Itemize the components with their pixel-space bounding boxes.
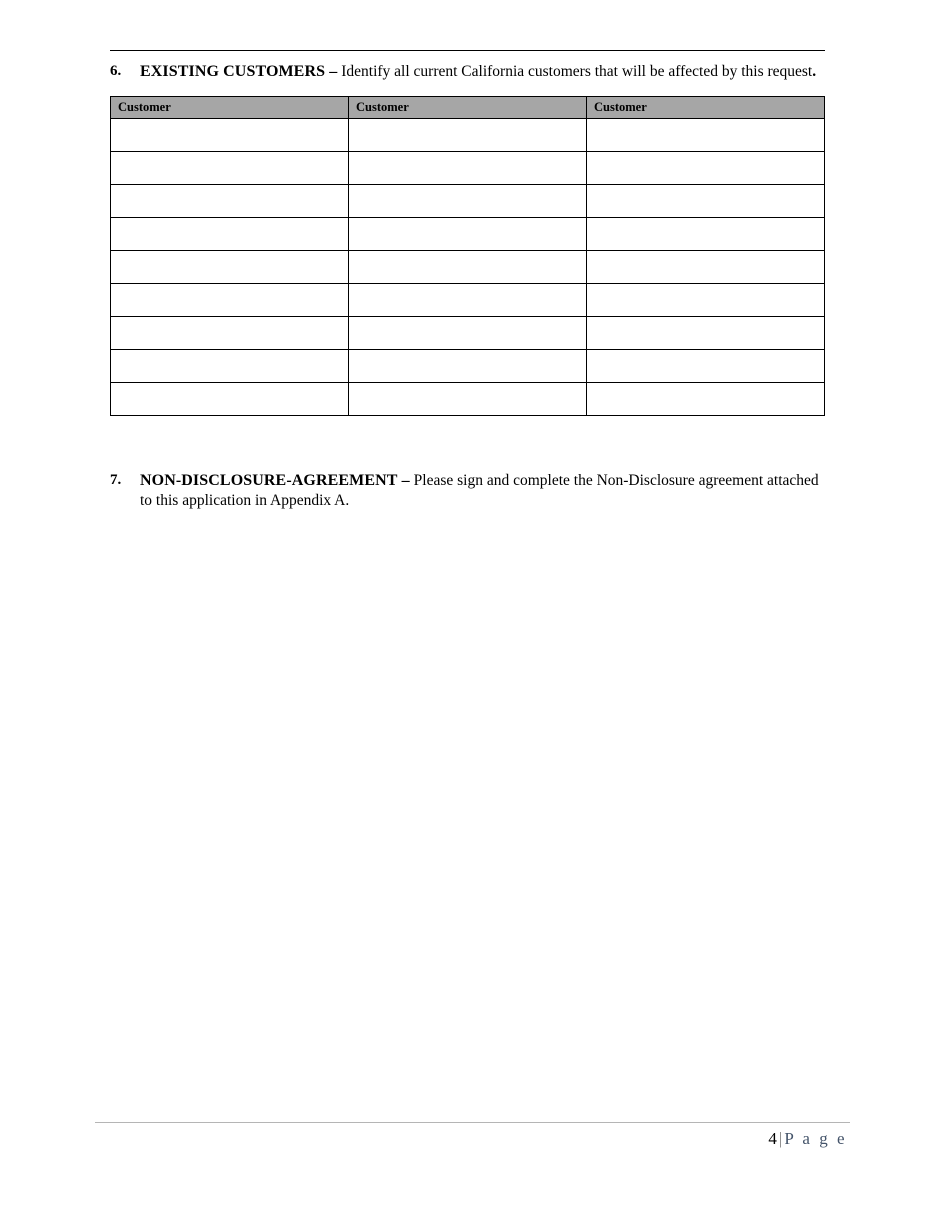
table-row <box>111 251 825 284</box>
footer-page-number: 4 <box>768 1129 777 1148</box>
table-row <box>111 152 825 185</box>
table-cell[interactable] <box>111 251 349 284</box>
document-content <box>110 62 825 510</box>
table-cell[interactable] <box>349 350 587 383</box>
column-header-customer-3: Customer <box>587 97 825 119</box>
table-body <box>111 119 825 416</box>
section-dash: – <box>401 472 410 489</box>
table-cell[interactable] <box>587 284 825 317</box>
table-row <box>111 119 825 152</box>
table-cell[interactable] <box>349 218 587 251</box>
table-cell[interactable] <box>349 317 587 350</box>
table-cell[interactable] <box>587 152 825 185</box>
table-cell[interactable] <box>349 185 587 218</box>
table-cell[interactable] <box>587 350 825 383</box>
section-existing-customers <box>110 62 825 416</box>
table-row <box>111 317 825 350</box>
section-trailing: . <box>812 63 817 80</box>
table-cell[interactable] <box>111 284 349 317</box>
section-number: 6. <box>110 63 122 79</box>
header-divider <box>110 50 825 51</box>
section-non-disclosure-agreement <box>110 471 825 510</box>
section-title: NON-DISCLOSURE-AGREEMENT <box>140 472 398 489</box>
table-row <box>111 218 825 251</box>
table-cell[interactable] <box>587 185 825 218</box>
column-header-customer-2: Customer <box>349 97 587 119</box>
section-body <box>140 471 825 510</box>
section-text: Identify all current California customers that will be affected by this request <box>341 63 813 80</box>
table-cell[interactable] <box>111 383 349 416</box>
table-header-row <box>111 97 825 119</box>
table-cell[interactable] <box>111 350 349 383</box>
table-cell[interactable] <box>349 383 587 416</box>
customer-table <box>110 96 825 416</box>
table-cell[interactable] <box>349 251 587 284</box>
page-footer <box>768 1128 847 1150</box>
table-row <box>111 284 825 317</box>
table-cell[interactable] <box>111 218 349 251</box>
table-cell[interactable] <box>111 152 349 185</box>
table-cell[interactable] <box>349 284 587 317</box>
table-cell[interactable] <box>587 119 825 152</box>
table-cell[interactable] <box>349 152 587 185</box>
section-title: EXISTING CUSTOMERS <box>140 63 326 80</box>
footer-page-word: P a g e <box>784 1129 847 1148</box>
section-number: 7. <box>110 472 122 488</box>
footer-separator: | <box>778 1129 783 1148</box>
section-dash: – <box>329 63 338 80</box>
section-text: Please sign and complete the Non-Disclosure agreement attached to this application in Appendix A. <box>140 472 819 509</box>
table-row <box>111 185 825 218</box>
table-cell[interactable] <box>587 251 825 284</box>
table-row <box>111 383 825 416</box>
table-row <box>111 350 825 383</box>
table-cell[interactable] <box>587 383 825 416</box>
column-header-customer-1: Customer <box>111 97 349 119</box>
table-cell[interactable] <box>349 119 587 152</box>
table-cell[interactable] <box>587 317 825 350</box>
section-body <box>140 62 825 81</box>
footer-divider <box>95 1122 850 1123</box>
table-cell[interactable] <box>587 218 825 251</box>
table-cell[interactable] <box>111 119 349 152</box>
table-cell[interactable] <box>111 317 349 350</box>
table-cell[interactable] <box>111 185 349 218</box>
